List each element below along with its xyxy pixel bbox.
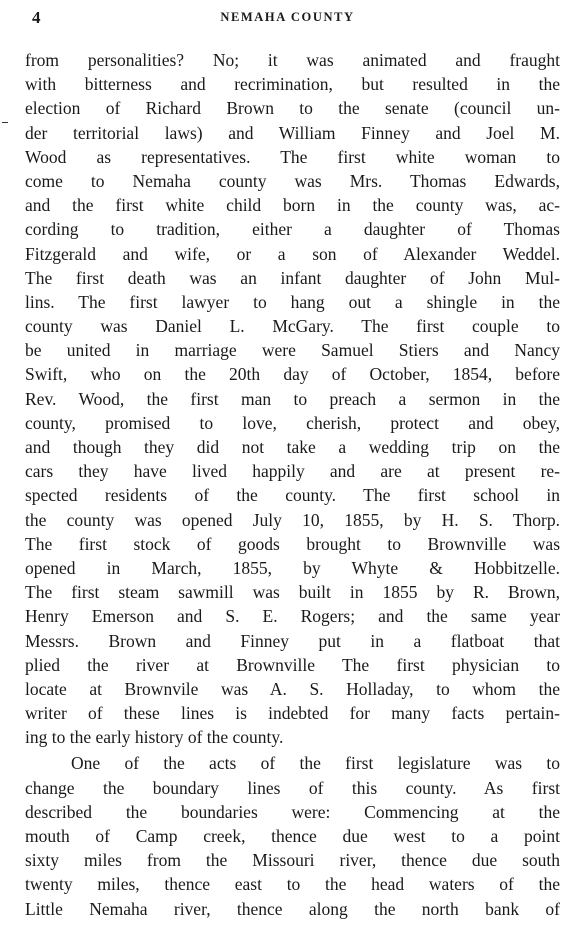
text-line: cording to tradition, either a daughter of Thomas: [25, 219, 560, 240]
text-line: ing to the early history of the county.: [25, 727, 284, 748]
text-line: with bitterness and recrimination, but resulted in the: [25, 74, 560, 95]
text-line: One of the acts of the first legislature was to: [71, 753, 560, 774]
text-line: lins. The first lawyer to hang out a shingle in the: [25, 291, 560, 312]
running-head: NEMAHA COUNTY: [220, 10, 355, 24]
text-line: and the first white child born in the county was, ac-: [25, 195, 560, 216]
text-line: Messrs. Brown and Finney put in a flatboat that: [25, 630, 560, 651]
text-line: Wood as representatives. The first white woman to: [25, 146, 560, 167]
text-line: county was Daniel L. McGary. The first couple to: [25, 316, 560, 337]
text-line: opened in March, 1855, by Whyte & Hobbitzelle.: [25, 557, 560, 578]
paragraph-2: [25, 751, 560, 920]
text-line: Little Nemaha river, thence along the north bank of: [25, 898, 560, 919]
text-line: come to Nemaha county was Mrs. Thomas Edwards,: [25, 170, 560, 191]
text-line: twenty miles, thence east to the head waters of the: [25, 874, 560, 895]
text-line: spected residents of the county. The first school in: [25, 485, 560, 506]
text-line: Henry Emerson and S. E. Rogers; and the same year: [25, 606, 560, 627]
page-number: 4: [32, 8, 41, 27]
text-line: Swift, who on the 20th day of October, 1854, before: [25, 364, 560, 385]
text-line: the county was opened July 10, 1855, by H. S. Thorp.: [25, 509, 560, 530]
text-line: cars they have lived happily and are at present re-: [25, 461, 560, 482]
text-line: locate at Brownvile was A. S. Holladay, to whom the: [25, 678, 560, 699]
page-header: [0, 8, 575, 28]
text-line: change the boundary lines of this county. As first: [25, 777, 560, 798]
text-line: der territorial laws) and William Finney and Joel M.: [25, 122, 560, 143]
margin-mark: [2, 122, 8, 123]
body-text: [25, 48, 560, 921]
text-line: sixty miles from the Missouri river, thence due south: [25, 850, 560, 871]
text-line: from personalities? No; it was animated and fraught: [25, 50, 560, 70]
text-line: be united in marriage were Samuel Stiers and Nancy: [25, 340, 560, 361]
text-line: county, promised to love, cherish, protect and obey,: [25, 412, 560, 433]
text-line: described the boundaries were: Commencing at the: [25, 801, 560, 822]
text-line: mouth of Camp creek, thence due west to a point: [25, 826, 560, 846]
text-line: and though they did not take a wedding trip on the: [25, 437, 560, 457]
text-line: Rev. Wood, the first man to preach a sermon in the: [25, 388, 560, 409]
text-line: The first steam sawmill was built in 1855 by R. Brown,: [25, 582, 560, 603]
text-line: plied the river at Brownville The first physician to: [25, 654, 560, 675]
text-line: Fitzgerald and wife, or a son of Alexander Weddel.: [25, 243, 560, 264]
text-line: The first death was an infant daughter of John Mul-: [25, 267, 560, 288]
paragraph-1: [25, 48, 560, 749]
text-line: The first stock of goods brought to Brownville was: [25, 533, 560, 554]
text-line: election of Richard Brown to the senate (council un-: [25, 98, 560, 119]
text-line: writer of these lines is indebted for many facts pertain-: [25, 703, 560, 724]
